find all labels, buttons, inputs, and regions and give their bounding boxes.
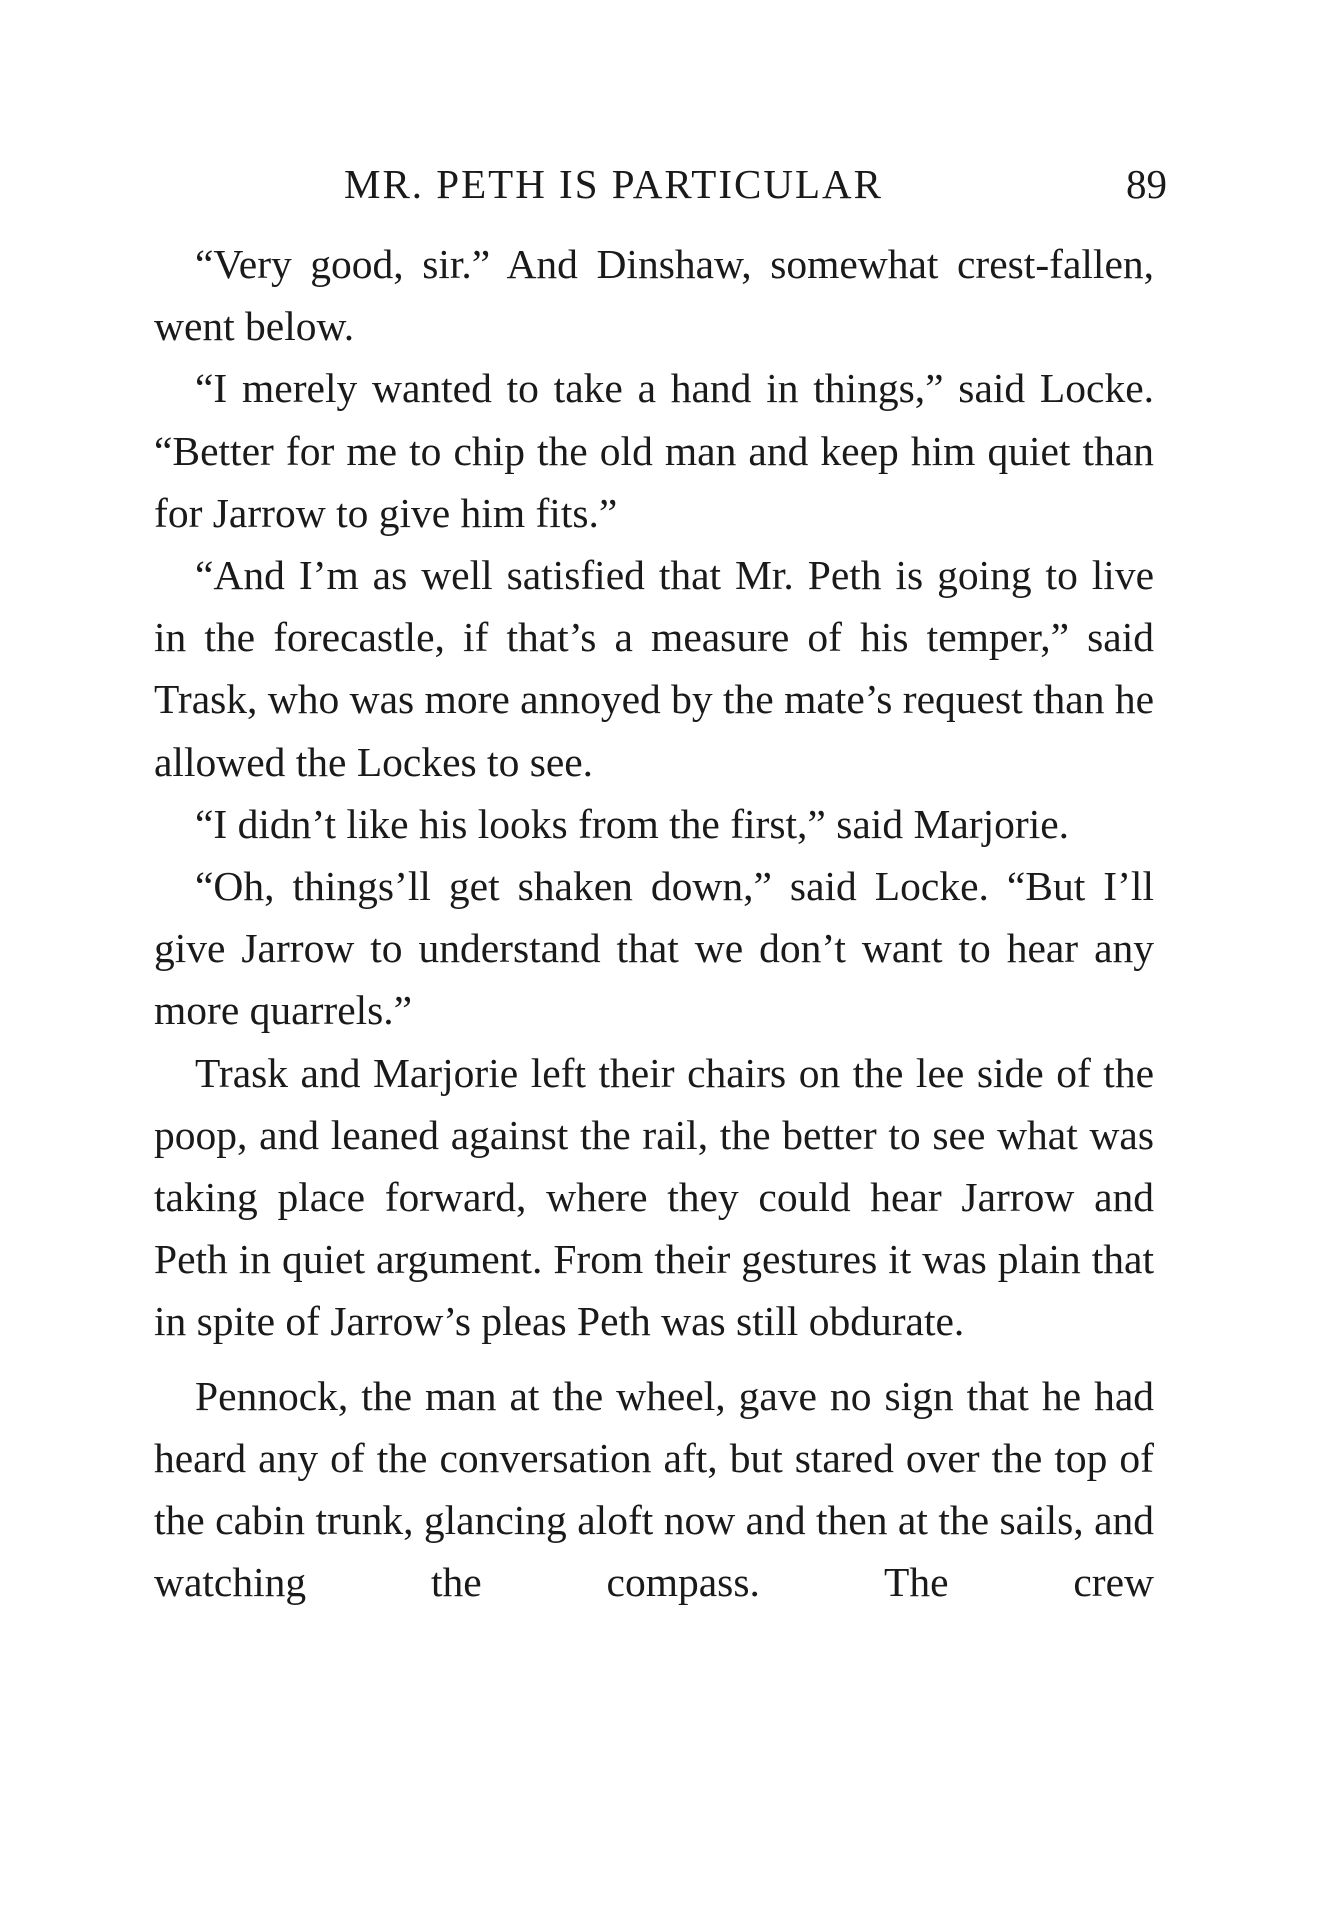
running-title: MR. PETH IS PARTICULAR bbox=[344, 161, 883, 207]
paragraph-7: Pennock, the man at the wheel, gave no sign that he had heard any of the conversation aft, but stared over the top of the cabin trunk, glancing aloft now and then at the sails, and watching the compass. The crew bbox=[154, 1372, 1154, 1606]
paragraph-1: “Very good, sir.” And Dinshaw, somewhat crest-fallen, went below. bbox=[154, 241, 1154, 350]
paragraph-5: “Oh, things’ll get shaken down,” said Locke. “But I’ll give Jarrow to understand that we don’t want to hear any more quarrels.” bbox=[154, 863, 1154, 1034]
paragraph-4: “I didn’t like his looks from the first,” said Marjorie. bbox=[195, 800, 1070, 847]
paragraph-3: “And I’m as well satisfied that Mr. Peth is going to live in the forecastle, if that’s a measure of his temper,” said Trask, who was more annoyed by the mate’s request than he allowed the Lockes to see. bbox=[154, 552, 1155, 785]
paragraph-2: “I merely wanted to take a hand in things,” said Locke. “Better for me to chip the old man and keep him quiet than for Jarrow to give him fits.” bbox=[154, 365, 1154, 536]
paragraph-6: Trask and Marjorie left their chairs on the lee side of the poop, and leaned against the rail, the better to see what was taking place forward, where they could hear Jarrow and Peth in quiet argument. From their gestures it was plain that in spite of Jarrow’s pleas Peth was still obdurate. bbox=[154, 1049, 1154, 1345]
paragraph-gap bbox=[154, 1353, 1154, 1365]
page-number: 89 bbox=[1126, 161, 1167, 207]
body-text bbox=[154, 233, 1154, 1613]
running-head bbox=[0, 160, 1324, 220]
